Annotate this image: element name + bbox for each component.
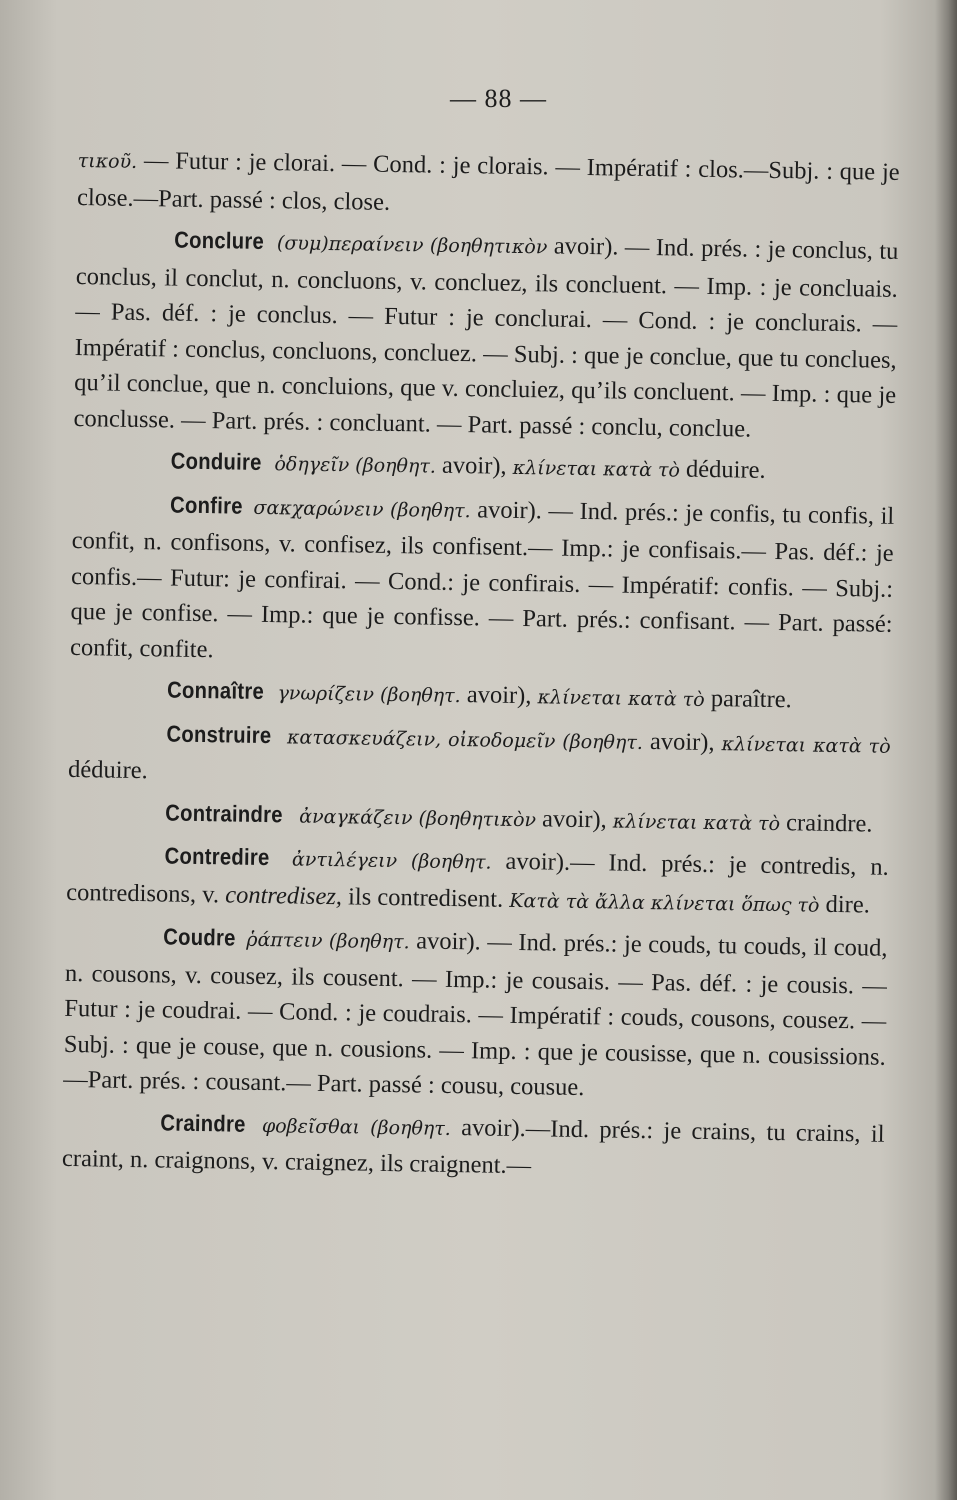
greek-translation: κλίνεται κατὰ τὸ	[537, 686, 705, 711]
dictionary-entry	[73, 442, 895, 492]
greek-translation: (συμ)περαίνειν (βοηθητικὸν	[276, 232, 548, 259]
headword: Coudre	[163, 923, 236, 951]
entry-text: avoir).— Ind. prés.: je contredis, n. contredisons, v.	[66, 847, 889, 908]
headword: Conclure	[174, 226, 265, 254]
entry-text: avoir),	[535, 804, 614, 833]
greek-translation: κλίνεται κατὰ τὸ	[721, 732, 891, 758]
entry-text: ils contredisent.	[341, 882, 510, 913]
dictionary-text	[62, 142, 900, 1189]
headword: Contredire	[164, 842, 270, 871]
headword: Conduire	[170, 447, 262, 475]
entry-text: avoir),	[435, 451, 513, 480]
headword: Connaître	[166, 676, 265, 704]
dictionary-entry	[67, 793, 889, 843]
entry-text: paraître.	[704, 684, 792, 714]
entry-text: dire.	[819, 890, 871, 919]
greek-translation: ὁδηγεῖν (βοηθητ.	[274, 453, 437, 478]
greek-translation: Κατὰ τὰ ἄλλα κλίνεται ὅπως τὸ	[509, 889, 820, 917]
headword: Construire	[166, 719, 272, 748]
headword: Confire	[169, 490, 243, 519]
dictionary-entry	[62, 1103, 885, 1189]
greek-translation: σακχαρώνειν (βοηθητ.	[253, 496, 471, 522]
entry-text: — Futur : je clorai. — Cond. : je clorais. — Impératif : clos.—Subj. : que je close.—Part. passé : clos, close.	[76, 146, 900, 216]
dictionary-entry	[69, 671, 891, 721]
greek-translation: κλίνεται κατὰ τὸ	[512, 456, 681, 482]
page-number: — 88 —	[450, 84, 547, 113]
entry-text	[278, 844, 292, 871]
dictionary-entry	[70, 485, 895, 677]
entry-text: avoir).—Ind. prés.: je crains, tu crains, il craint, n. craignons, v. craignez, ils craignent.—	[61, 1113, 885, 1180]
greek-translation: ἀναγκάζειν (βοηθητικὸν	[299, 805, 537, 831]
dictionary-entry	[66, 837, 889, 925]
page-edge-shadow	[935, 0, 957, 1500]
dictionary-entry	[73, 221, 898, 449]
entry-text: avoir),	[642, 727, 722, 756]
greek-translation: ῥάπτειν (βοηθητ.	[246, 928, 410, 954]
entry-text: avoir). — Ind. prés.: je couds, tu couds, il coud, n. cousons, v. cousez, ils cousent. — Imp.: je cousais. — Pas. déf. : je cousis. — Futur : je coudrai. — Cond. : je coudrais. — Impératif : couds, cousons, cousez. — Subj. : que je couse, que n. cousions. — Imp. : que je cousisse, que n. cousissions.—Part. prés. : cousant.— Part. passé : cousu, cousue.	[63, 927, 888, 1102]
greek-translation: κατασκευάζειν, οἰκοδομεῖν (βοηθητ.	[286, 725, 644, 754]
italic-text: contredisez,	[224, 880, 343, 910]
greek-translation: φοβεῖσθαι (βοηθητ.	[261, 1114, 451, 1140]
greek-translation: τικοῦ.	[77, 149, 138, 173]
dictionary-entry	[63, 918, 888, 1110]
headword: Contraindre	[165, 798, 284, 827]
continuation-paragraph	[77, 142, 900, 228]
dictionary-entry	[68, 714, 891, 800]
greek-translation: γνωρίζειν (βοηθητ.	[277, 682, 461, 708]
headword: Craindre	[160, 1108, 246, 1137]
entry-text: craindre.	[779, 808, 873, 838]
entry-text: déduire.	[679, 455, 766, 484]
entry-text: déduire.	[67, 755, 148, 785]
entry-text: avoir),	[460, 681, 538, 710]
greek-translation: ἀντιλέγειν (βοηθητ.	[291, 848, 492, 874]
greek-translation: κλίνεται κατὰ τὸ	[612, 809, 781, 835]
entry-text: avoir). — Ind. prés. : je conclus, tu conclus, il conclut, n. concluons, v. concluez, ils concluent. — Imp. : je concluais. — Pas. déf. : je conclus. — Futur : je conclurai. — Cond. : je conclurais. — Impératif : conclus, concluons, concluez. — Subj. : que je conclue, que tu conclues, qu’il conclue, que n. concluions, que v. concluiez, qu’ils concluent. — Imp. : que je conclusse. — Part. prés. : concluant. — Part. passé : conclu, conclue.	[73, 232, 899, 443]
entry-text: avoir). — Ind. prés.: je confis, tu confis, il confit, n. confisons, v. confisez, ils confisent.— Imp.: je confisais.— Pas. déf.: je confis.— Futur: je confirai. — Cond.: je confirais. — Impératif: confis. — Subj.: que je confise. — Imp.: que je confisse. — Part. prés.: confisant. — Part. passé: confit, confite.	[69, 495, 895, 663]
